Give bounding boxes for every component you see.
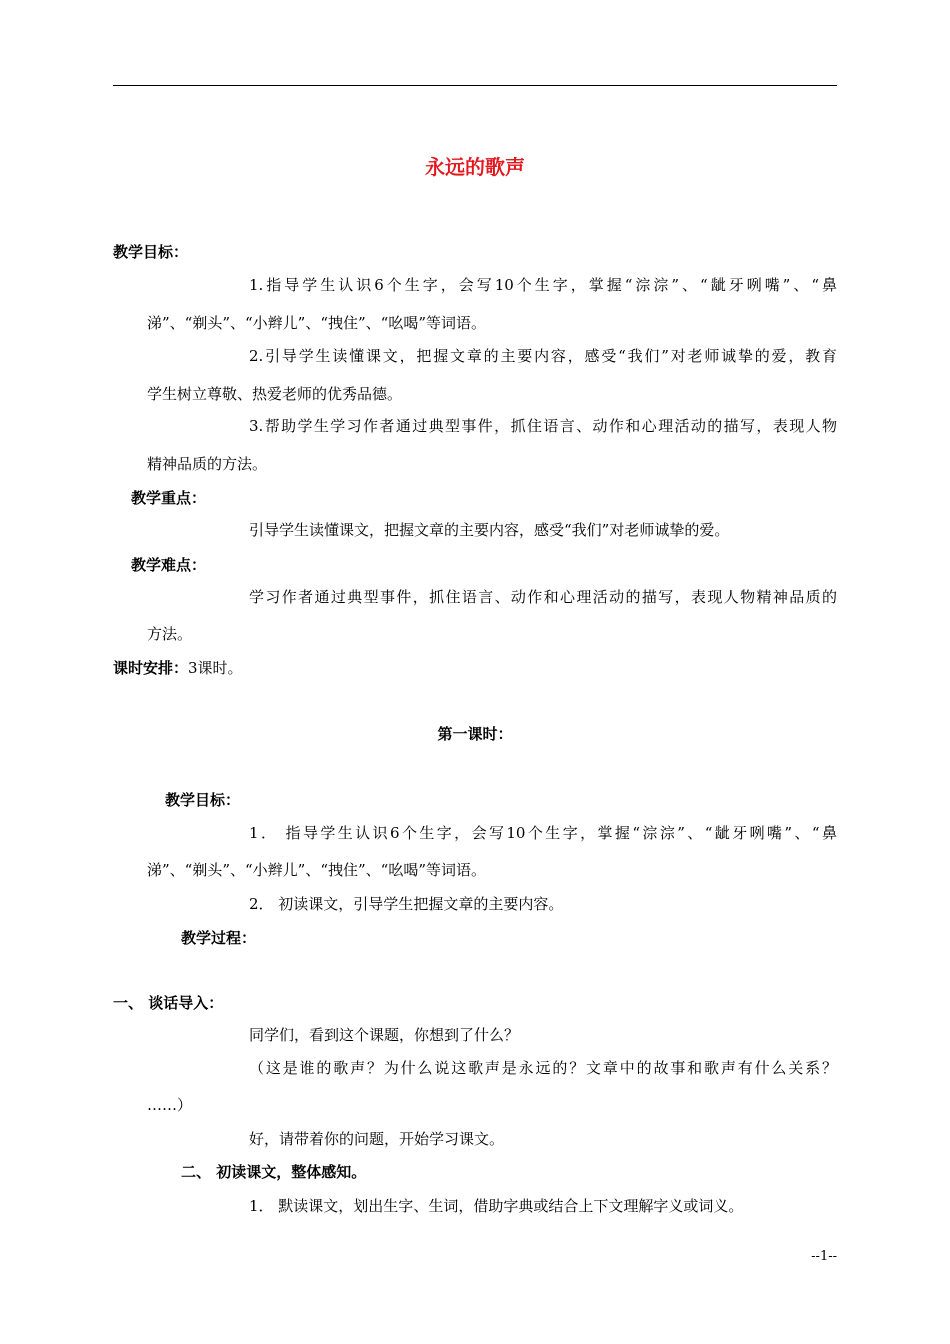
goal-3-line-1: 3.帮助学生学习作者通过典型事件，抓住语言、动作和心理活动的描写，表现人物 xyxy=(249,417,837,435)
section-1-closing: 好，请带着你的问题，开始学习课文。 xyxy=(249,1130,505,1148)
process-heading: 教学过程： xyxy=(181,929,257,947)
key-heading: 教学重点： xyxy=(131,489,207,507)
goal-2-line-2: 学生树立尊敬、热爱老师的优秀品德。 xyxy=(147,385,403,403)
section-1-paren-line-1: （这是谁的歌声？为什么说这歌声是永远的？文章中的故事和歌声有什么关系？ xyxy=(249,1059,837,1077)
difficulty-line-2: 方法。 xyxy=(147,625,193,643)
schedule-value: 3课时。 xyxy=(188,659,243,677)
section-1-paren-line-2: ……） xyxy=(147,1096,193,1114)
lesson-1-goals-heading: 教学目标： xyxy=(165,791,241,809)
page-number: --1-- xyxy=(811,1249,837,1264)
lesson-1-goal-1-line-1: 1． 指导学生认识6个生字，会写10个生字，掌握“淙淙”、“龇牙咧嘴”、“鼻 xyxy=(249,824,837,842)
goal-1-line-2: 涕”、“剃头”、“小辫儿”、“拽住”、“吆喝”等词语。 xyxy=(147,314,487,332)
header-rule xyxy=(113,85,837,86)
section-2-heading: 二、 初读课文，整体感知。 xyxy=(181,1163,367,1181)
schedule-label: 课时安排： xyxy=(113,659,189,677)
goal-3-line-2: 精神品质的方法。 xyxy=(147,455,268,473)
section-1-question: 同学们，看到这个课题，你想到了什么？ xyxy=(249,1026,520,1044)
goals-heading: 教学目标： xyxy=(113,243,189,261)
document-title: 永远的歌声 xyxy=(425,155,525,179)
difficulty-heading: 教学难点： xyxy=(131,556,207,574)
schedule xyxy=(113,658,243,678)
section-1-heading: 一、 谈话导入： xyxy=(113,994,224,1012)
goal-1-line-1: 1.指导学生认识6个生字，会写10个生字，掌握“淙淙”、“龇牙咧嘴”、“鼻 xyxy=(249,276,837,294)
lesson-1-goal-1-line-2: 涕”、“剃头”、“小辫儿”、“拽住”、“吆喝”等词语。 xyxy=(147,861,487,879)
lesson-1-goal-2: 2． 初读课文，引导学生把握文章的主要内容。 xyxy=(249,895,564,913)
key-text: 引导学生读懂课文，把握文章的主要内容，感受“我们”对老师诚挚的爱。 xyxy=(249,521,730,539)
section-2-item-1: 1． 默读课文，划出生字、生词，借助字典或结合上下文理解字义或词义。 xyxy=(249,1197,744,1215)
lesson-1-heading: 第一课时： xyxy=(437,725,513,743)
goal-2-line-1: 2.引导学生读懂课文，把握文章的主要内容，感受“我们”对老师诚挚的爱，教育 xyxy=(249,347,837,365)
difficulty-line-1: 学习作者通过典型事件，抓住语言、动作和心理活动的描写，表现人物精神品质的 xyxy=(249,588,837,606)
